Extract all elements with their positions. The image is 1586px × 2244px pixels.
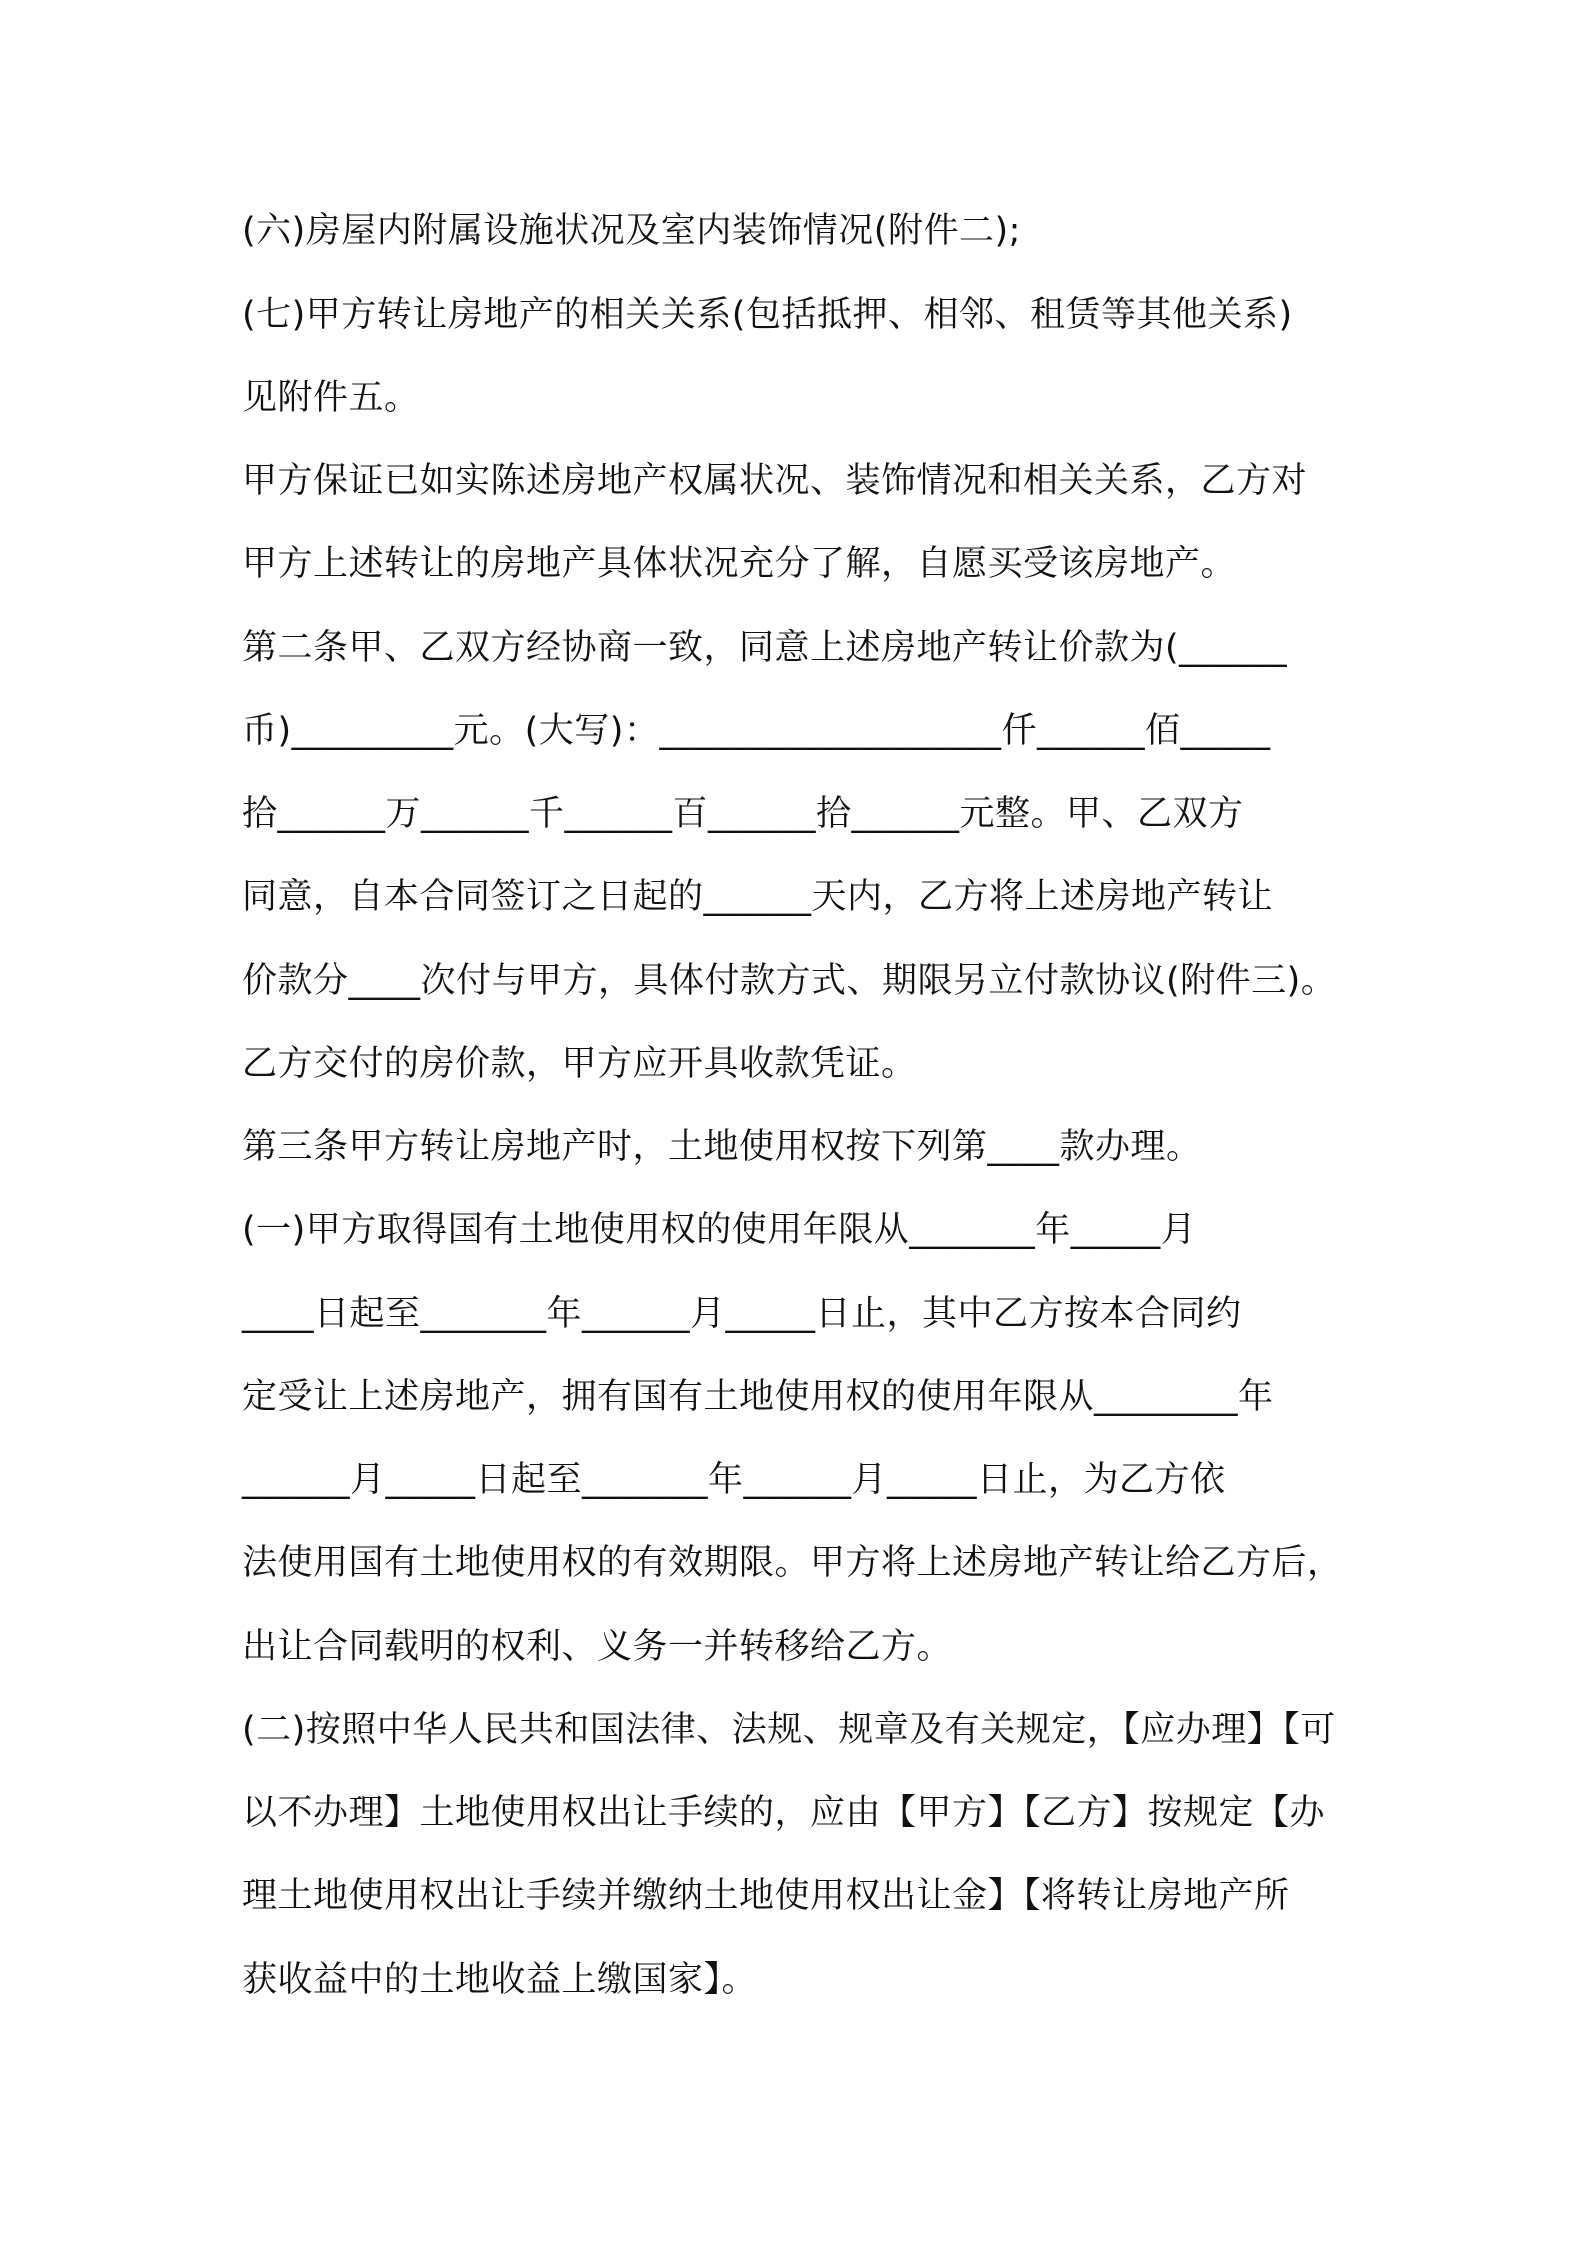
text-line: (六)房屋内附属设施状况及室内装饰情况(附件二); [242,211,1021,251]
text-line: (七)甲方转让房地产的相关关系(包括抵押、相邻、租赁等其他关系) [242,295,1293,335]
text-line: (二)按照中华人民共和国法律、法规、规章及有关规定，【应办理】【可 [242,1710,1336,1750]
text-line: 以不办理】土地使用权出让手续的，应由【甲方】【乙方】按规定【办 [242,1793,1326,1833]
text-line: 见附件五。 [242,378,420,418]
text-line: 法使用国有土地使用权的有效期限。甲方将上述房地产转让给乙方后， [242,1543,1343,1583]
text-line: 第三条甲方转让房地产时，土地使用权按下列第____款办理。 [242,1127,1202,1167]
text-line: 甲方上述转让的房地产具体状况充分了解，自愿买受该房地产。 [242,544,1237,584]
text-line: (一)甲方取得国有土地使用权的使用年限从_______年_____月 [242,1210,1197,1250]
text-line: 币)_________元。(大写)：___________________仟______佰_____ [242,711,1271,751]
text-line: 第二条甲、乙双方经协商一致，同意上述房地产转让价款为(______ [242,628,1288,668]
text-line: 理土地使用权出让手续并缴纳土地使用权出让金】【将转让房地产所 [242,1876,1290,1916]
text-line: 乙方交付的房价款，甲方应开具收款凭证。 [242,1044,917,1084]
text-line: 定受让上述房地产，拥有国有土地使用权的使用年限从________年 [242,1377,1274,1417]
text-line: 甲方保证已如实陈述房地产权属状况、装饰情况和相关关系，乙方对 [242,461,1308,501]
text-line: 获收益中的土地收益上缴国家】。 [242,1960,758,2000]
text-line: 出让合同载明的权利、义务一并转移给乙方。 [242,1627,953,1667]
text-line: 同意，自本合同签订之日起的______天内，乙方将上述房地产转让 [242,877,1274,917]
text-line: ____日起至_______年______月_____日止，其中乙方按本合同约 [242,1294,1242,1334]
text-line: 拾______万______千______百______拾______元整。甲、乙双方 [242,794,1244,834]
text-line: 价款分____次付与甲方，具体付款方式、期限另立付款协议(附件三)。 [242,961,1337,1001]
text-line: ______月_____日起至_______年______月_____日止，为乙方依 [242,1460,1226,1500]
